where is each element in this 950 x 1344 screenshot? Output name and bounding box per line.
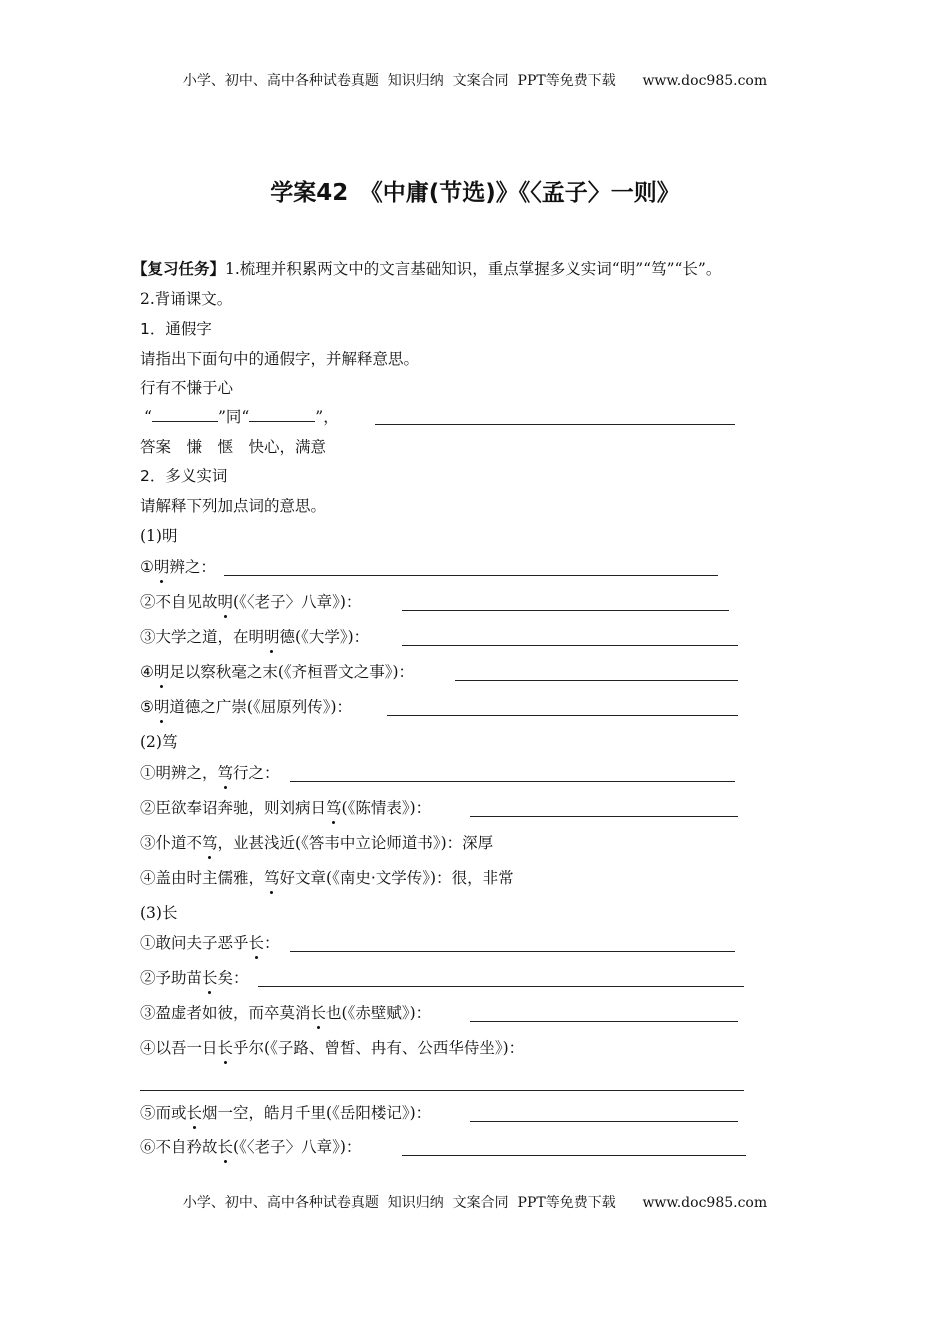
item-pre: ④盖由时主儒雅， — [140, 869, 265, 887]
item-post: (《〈老子〉八章》)： — [233, 593, 362, 611]
sec1-answer — [140, 436, 326, 458]
answer-blank[interactable] — [402, 645, 738, 646]
item-post: 道德之广崇(《屈原列传》)： — [169, 698, 353, 716]
task-label: 【复习任务】 — [132, 260, 226, 278]
du-label: (2)笃 — [140, 733, 178, 751]
ming-item-3 — [140, 626, 369, 648]
du-item-2 — [140, 797, 431, 819]
quote-open-1: “ — [144, 408, 152, 426]
item-post: 烟一空，皓月千里(《岳阳楼记》)： — [202, 1104, 432, 1122]
answer-text: 慊 惬 快心，满意 — [186, 438, 327, 456]
item-pre: ②不自见故 — [140, 593, 218, 611]
dotted-word: 笃 — [264, 869, 280, 887]
dotted-word: 长 — [202, 969, 218, 987]
answer-blank[interactable] — [470, 1021, 738, 1022]
answer-blank[interactable] — [470, 1121, 738, 1122]
item-pre: ②予助苗 — [140, 969, 203, 987]
dotted-word: 笃 — [326, 799, 342, 817]
ming-item-1 — [140, 556, 216, 578]
answer-blank[interactable] — [455, 680, 738, 681]
dotted-word: 明 — [153, 558, 170, 576]
quote-mid: ”同“ — [217, 408, 250, 426]
answer-blank[interactable] — [470, 816, 738, 817]
page-title: 学案42 《中庸(节选)》《〈孟子〉一则》 — [270, 180, 680, 206]
item-pre: ③仆道不 — [140, 834, 203, 852]
page-footer: 小学、初中、高中各种试卷真题 知识归纳 文案合同 PPT等免费下载 www.doc985.com — [182, 1195, 768, 1211]
dotted-word: 明 — [153, 698, 170, 716]
item-post: 也(《赤壁赋》)： — [326, 1004, 432, 1022]
sec1-sentence: 行有不慊于心 — [140, 379, 234, 397]
ming-item-5 — [140, 696, 352, 718]
du-item-4 — [140, 867, 514, 889]
ming-label: (1)明 — [140, 527, 178, 545]
quote-close: ”， — [315, 408, 339, 426]
du-item-1 — [140, 762, 280, 784]
item-pre: ⑤ — [140, 698, 154, 716]
answer-blank[interactable] — [140, 1090, 744, 1091]
answer-blank[interactable] — [402, 610, 729, 611]
item-pre: ②臣欲奉诏奔驰，则刘病日 — [140, 799, 327, 817]
answer-blank[interactable] — [387, 715, 738, 716]
item-post: (《〈老子〉八章》)： — [233, 1138, 362, 1156]
dotted-word: 明 — [264, 628, 280, 646]
item-post: ，业甚浅近(《答韦中立论师道书》)： — [217, 834, 463, 852]
item-pre: ④ — [140, 663, 154, 681]
item-post: 足以察秋毫之末(《齐桓晋文之事》)： — [169, 663, 415, 681]
chang-item-3 — [140, 1002, 431, 1024]
task-item-1: 1.梳理并积累两文中的文言基础知识，重点掌握多义实词“明”“笃”“长”。 — [225, 260, 722, 278]
blank-meaning[interactable] — [375, 424, 735, 425]
dotted-word: 长 — [248, 934, 265, 952]
item-post: 辨之： — [169, 558, 216, 576]
task-line-1 — [132, 258, 721, 280]
dotted-word: 长 — [217, 1138, 234, 1156]
chang-label: (3)长 — [140, 904, 178, 922]
sec1-instruction: 请指出下面句中的通假字，并解释意思。 — [140, 350, 420, 368]
answer-blank[interactable] — [290, 951, 735, 952]
dotted-word: 长 — [186, 1104, 203, 1122]
chang-item-4 — [140, 1037, 524, 1059]
du-item-3 — [140, 832, 493, 854]
ming-item-2 — [140, 591, 361, 613]
answer-blank[interactable] — [402, 1155, 746, 1156]
chang-item-2 — [140, 967, 249, 989]
item-pre: ①明辨之， — [140, 764, 218, 782]
item-post: 行之： — [233, 764, 280, 782]
task-line-2: 2.背诵课文。 — [140, 290, 233, 308]
dotted-word: 长 — [310, 1004, 327, 1022]
item-post: 乎尔(《子路、曾皙、冉有、公西华侍坐》)： — [233, 1039, 525, 1057]
answer-label: 答案 — [140, 438, 172, 456]
chang-item-5 — [140, 1102, 431, 1124]
item-answer: 很，非常 — [451, 869, 514, 887]
dotted-word: 笃 — [217, 764, 234, 782]
item-pre: ⑤而或 — [140, 1104, 187, 1122]
dotted-word: 明 — [153, 663, 170, 681]
item-pre: ③大学之道，在明 — [140, 628, 265, 646]
item-pre: ① — [140, 558, 154, 576]
blank-char-1[interactable] — [152, 406, 218, 422]
item-pre: ①敢问夫子恶乎 — [140, 934, 249, 952]
sec1-question-line — [144, 406, 339, 428]
item-post: 好文章(《南史·文学传》)： — [279, 869, 452, 887]
item-post: 德(《大学》)： — [279, 628, 370, 646]
dotted-word: 笃 — [202, 834, 218, 852]
sec2-heading: 2．多义实词 — [140, 467, 228, 485]
sec2-instruction: 请解释下列加点词的意思。 — [140, 497, 327, 515]
item-answer: 深厚 — [462, 834, 494, 852]
item-pre: ③盈虚者如彼，而卒莫消 — [140, 1004, 311, 1022]
blank-char-2[interactable] — [249, 406, 315, 422]
answer-blank[interactable] — [224, 575, 718, 576]
item-post: ： — [264, 934, 280, 952]
item-post: (《陈情表》)： — [341, 799, 432, 817]
answer-blank[interactable] — [258, 986, 744, 987]
chang-item-1 — [140, 932, 280, 954]
dotted-word: 明 — [217, 593, 234, 611]
page-header: 小学、初中、高中各种试卷真题 知识归纳 文案合同 PPT等免费下载 www.doc985.com — [182, 73, 768, 89]
item-pre: ⑥不自矜故 — [140, 1138, 218, 1156]
item-post: 矣： — [217, 969, 249, 987]
answer-blank[interactable] — [290, 781, 735, 782]
sec1-heading: 1．通假字 — [140, 320, 212, 338]
ming-item-4 — [140, 661, 414, 683]
item-pre: ④以吾一日 — [140, 1039, 218, 1057]
chang-item-6 — [140, 1136, 361, 1158]
dotted-word: 长 — [217, 1039, 234, 1057]
